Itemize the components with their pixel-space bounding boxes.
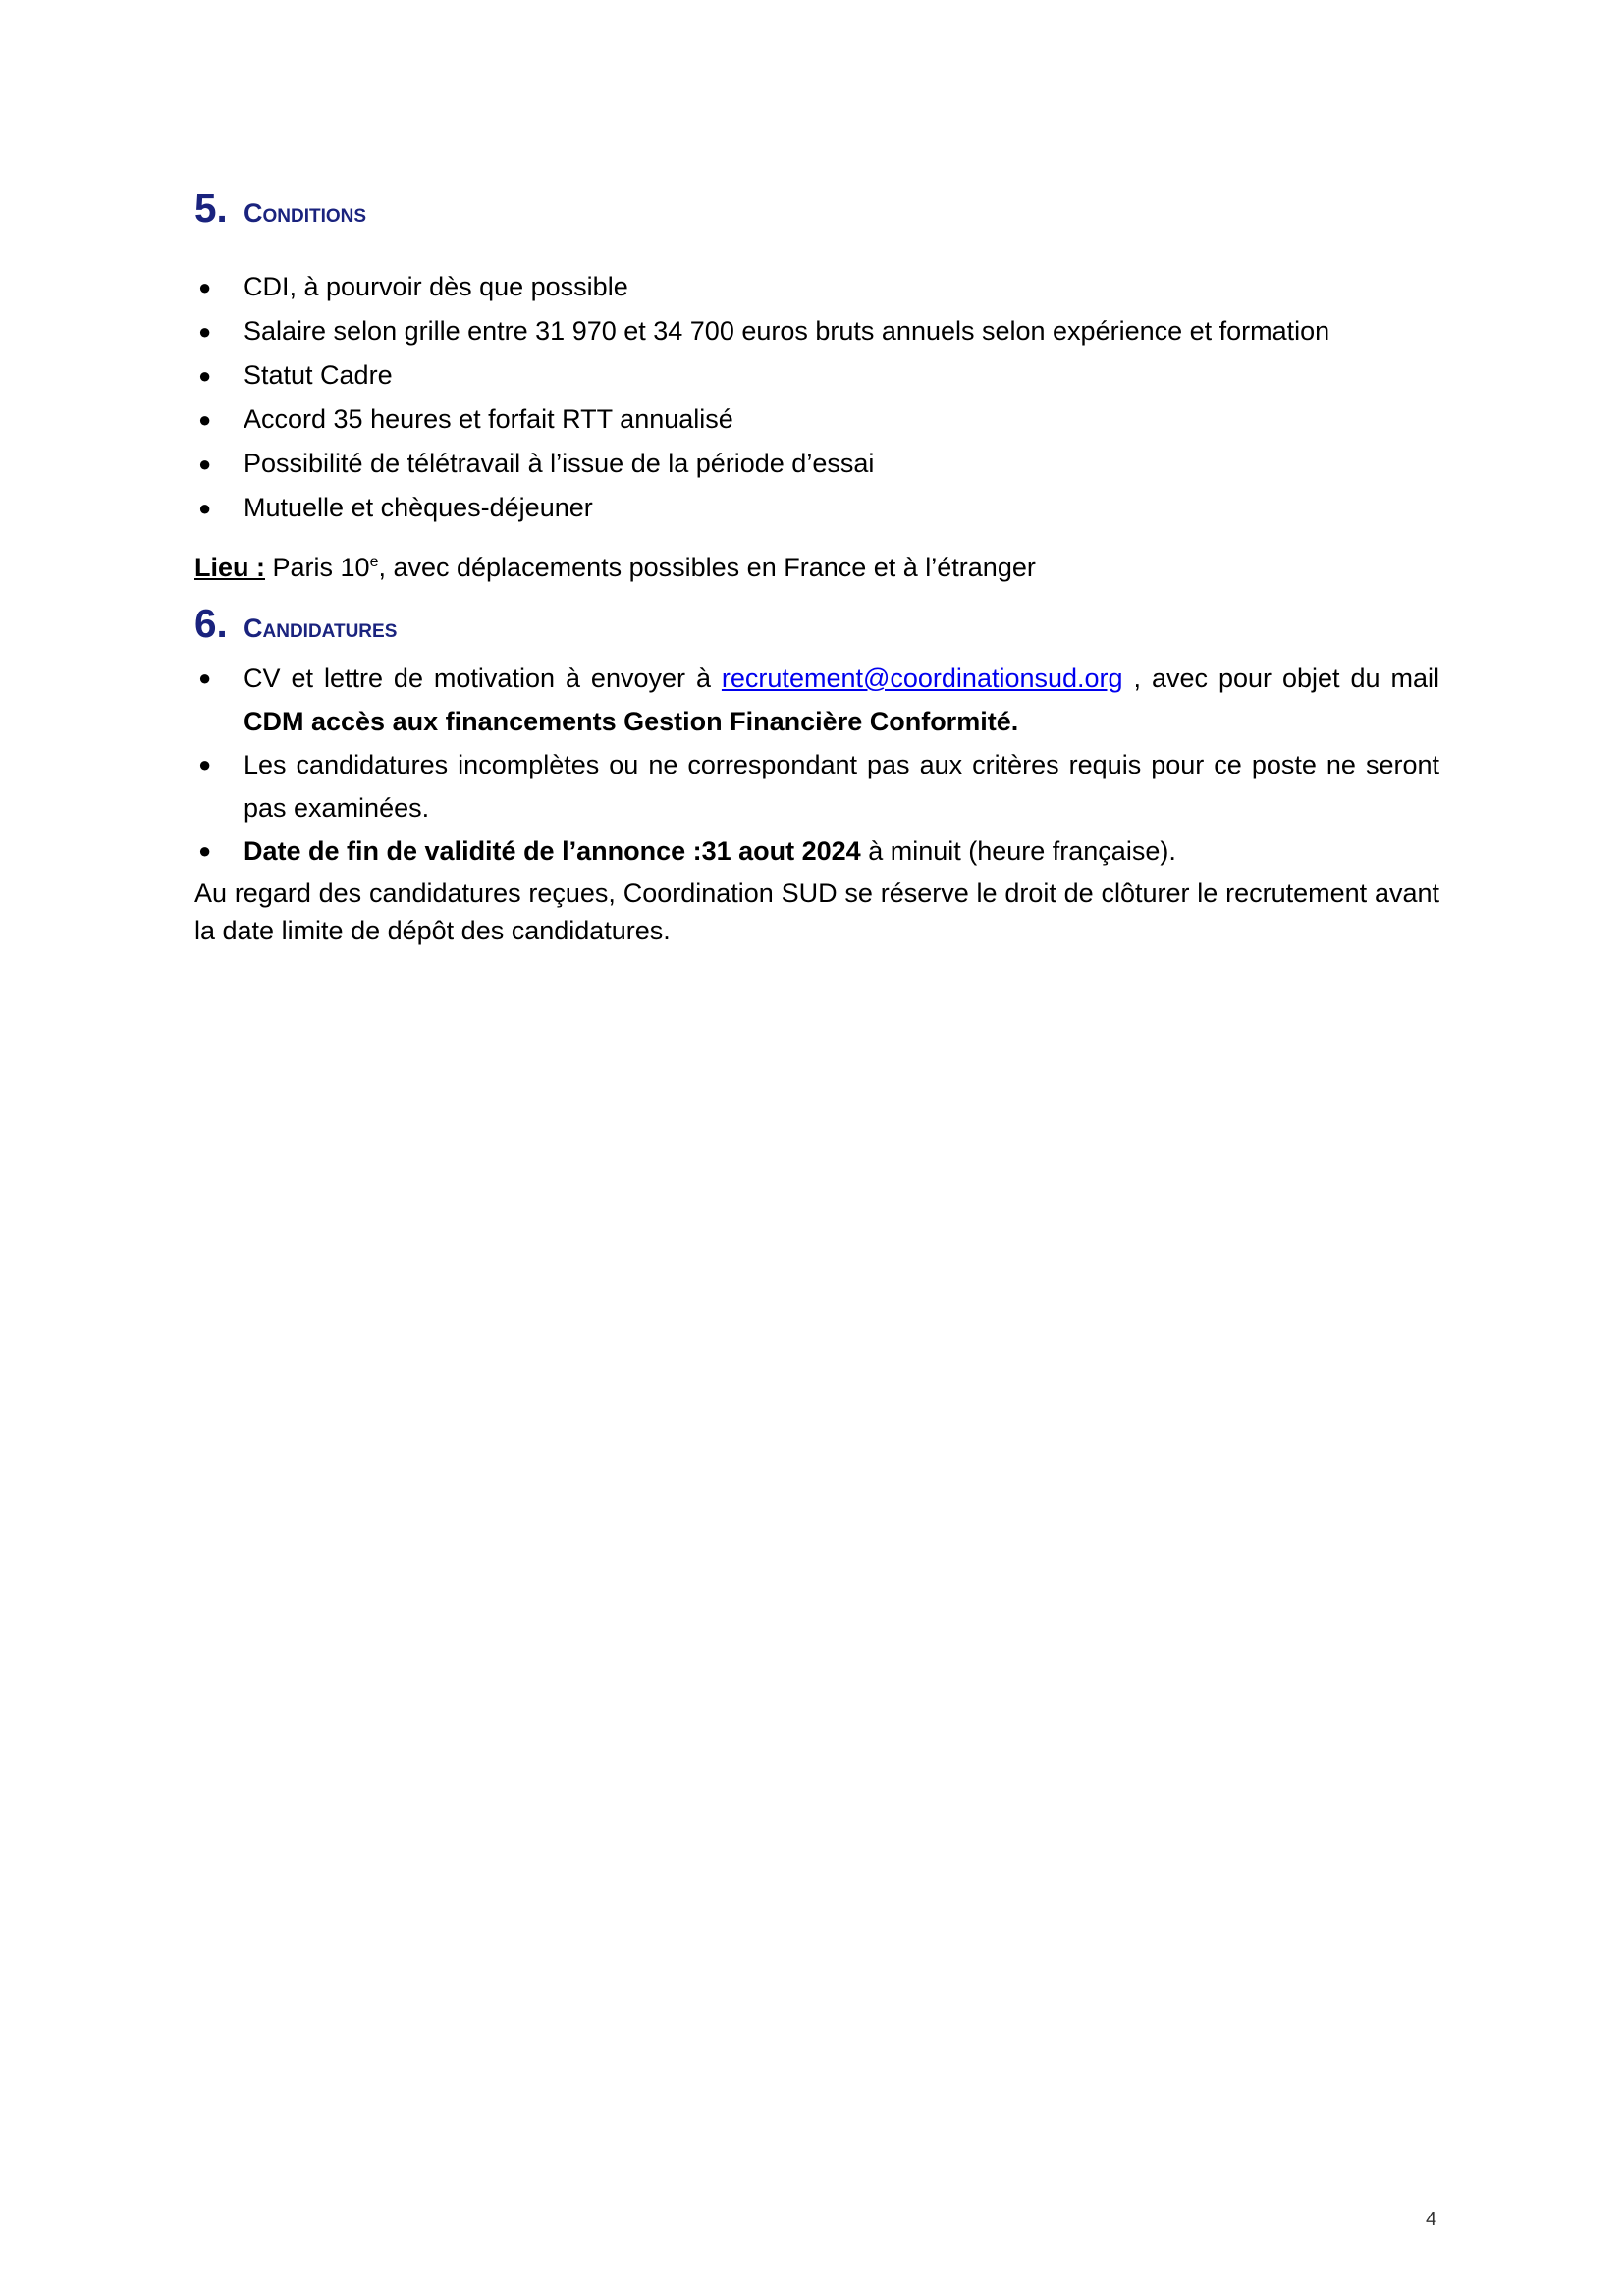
bullet-icon: ●: [198, 752, 212, 776]
location-text: Paris 10: [265, 553, 370, 582]
list-item: ● CV et lettre de motivation à envoyer à recrutement@coordinationsud.org , avec pour objet du mail CDM accès aux financements Gestion Financière Conformité.: [194, 657, 1439, 743]
candidatures-list: [194, 657, 1439, 873]
section-heading-conditions: [194, 187, 1439, 236]
list-item: ● Les candidatures incomplètes ou ne correspondant pas aux critères requis pour ce poste ne seront pas examinées.: [194, 743, 1439, 829]
section-heading-candidatures: [194, 602, 1439, 651]
bullet-icon: ●: [198, 452, 212, 476]
location-superscript: e: [369, 554, 379, 570]
bullet-icon: ●: [198, 496, 212, 520]
bullet-icon: ●: [198, 407, 212, 432]
conditions-list: [194, 265, 1439, 530]
list-item: ● Date de fin de validité de l’annonce :31 aout 2024 à minuit (heure française).: [194, 829, 1439, 873]
location-line: [194, 546, 1439, 590]
bullet-icon: ●: [198, 363, 212, 388]
list-item: ● Accord 35 heures et forfait RTT annualisé: [194, 398, 1439, 442]
list-item: ● Salaire selon grille entre 31 970 et 34 700 euros bruts annuels selon expérience et formation: [194, 309, 1439, 353]
list-item: ● Statut Cadre: [194, 353, 1439, 398]
location-text-rest: , avec déplacements possibles en France et à l’étranger: [378, 553, 1036, 582]
bullet-icon: ●: [198, 838, 212, 863]
section-number: 5.: [194, 186, 228, 231]
section-number: 6.: [194, 601, 228, 646]
list-item: ● Possibilité de télétravail à l’issue de la période d’essai: [194, 442, 1439, 486]
closing-paragraph: Au regard des candidatures reçues, Coordination SUD se réserve le droit de clôturer le recrutement avant la date limite de dépôt des candidatures.: [194, 879, 1439, 945]
page-number: 4: [1426, 2209, 1437, 2230]
bullet-icon: ●: [198, 666, 212, 690]
section-title: Conditions: [244, 198, 367, 228]
email-link[interactable]: recrutement@coordinationsud.org: [721, 664, 1123, 693]
bullet-icon: ●: [198, 275, 212, 299]
list-item: ● Mutuelle et chèques-déjeuner: [194, 486, 1439, 530]
location-label: Lieu :: [194, 553, 265, 582]
page-content: [194, 187, 1439, 949]
list-item: ● CDI, à pourvoir dès que possible: [194, 265, 1439, 309]
section-title: Candidatures: [244, 614, 398, 643]
bullet-icon: ●: [198, 319, 212, 344]
